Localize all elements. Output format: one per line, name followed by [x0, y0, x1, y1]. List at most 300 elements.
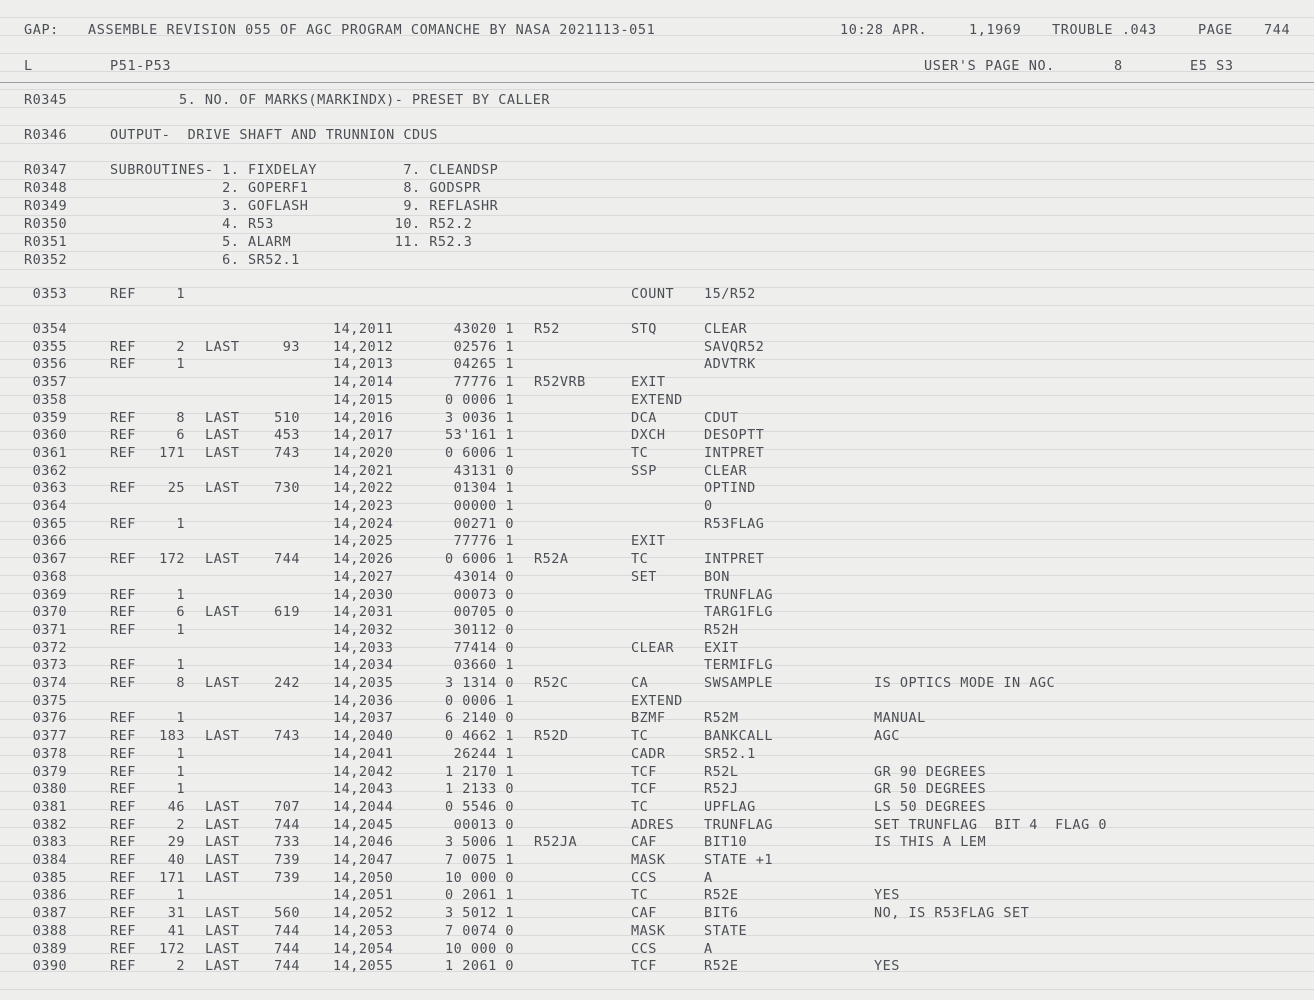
code-line: [0, 480, 1314, 498]
code-line: [0, 445, 1314, 463]
operand: TARG1FLG: [704, 604, 774, 621]
code-line: [0, 870, 1314, 888]
line-seq: 0386: [24, 887, 68, 904]
line-seq: 0363: [24, 480, 68, 497]
line-text: SUBROUTINES- 1. FIXDELAY 7. CLEANDSP: [110, 162, 499, 178]
ref-count: 2: [176, 338, 185, 355]
octal-word: 77414 0: [453, 639, 514, 656]
text-line: [0, 252, 1314, 270]
address: 14,2027: [333, 568, 394, 585]
address: 14,2033: [333, 639, 394, 656]
line-seq: 0388: [24, 922, 68, 939]
ref-keyword: REF: [110, 657, 136, 674]
ref-keyword: REF: [110, 515, 136, 532]
text-line: [0, 92, 1314, 110]
last-keyword: LAST: [205, 480, 240, 497]
ref-count: 6: [176, 427, 185, 444]
code-line: [0, 710, 1314, 728]
code-line: [0, 887, 1314, 905]
code-line: [0, 923, 1314, 941]
code-line: [0, 392, 1314, 410]
octal-word: 53'161 1: [444, 427, 514, 444]
last-page: 619: [274, 604, 300, 621]
ref-count: 46: [167, 798, 185, 815]
address: 14,2026: [333, 551, 394, 568]
opcode: TCF: [631, 763, 657, 780]
ref-count: 171: [159, 444, 185, 461]
opcode: CCS: [631, 940, 657, 957]
operand: R52J: [704, 781, 739, 798]
opcode: EXIT: [631, 374, 666, 391]
ref-keyword: REF: [110, 834, 136, 851]
code-line: [0, 321, 1314, 339]
text-line: [0, 180, 1314, 198]
last-keyword: LAST: [205, 905, 240, 922]
octal-word: 3 0036 1: [444, 409, 514, 426]
last-page: 739: [274, 852, 300, 868]
octal-word: 1 2170 1: [444, 763, 514, 780]
operand: CDUT: [704, 409, 739, 426]
last-keyword: LAST: [205, 444, 240, 461]
line-seq: 0368: [24, 568, 68, 585]
octal-word: 77776 1: [453, 533, 514, 550]
last-keyword: LAST: [205, 409, 240, 426]
operand: R52H: [704, 621, 739, 638]
line-seq: 0371: [24, 621, 68, 638]
line-seq: R0345: [24, 92, 68, 108]
address: 14,2051: [333, 887, 394, 904]
text-line: [0, 198, 1314, 216]
opcode: TC: [631, 444, 649, 461]
operand: R52E: [704, 887, 739, 904]
code-line: [0, 746, 1314, 764]
address: 14,2043: [333, 781, 394, 798]
ref-count: 41: [167, 922, 185, 939]
code-comment: NO, IS R53FLAG SET: [874, 905, 1030, 922]
address: 14,2032: [333, 621, 394, 638]
operand: INTPRET: [704, 444, 765, 461]
ref-count: 1: [176, 356, 185, 373]
code-label: R52D: [534, 728, 569, 745]
page-subheader: [0, 56, 1314, 80]
octal-word: 0 6006 1: [444, 444, 514, 461]
line-seq: 0375: [24, 692, 68, 709]
octal-word: 00271 0: [453, 515, 514, 532]
opcode: EXTEND: [631, 692, 683, 709]
code-line: [0, 817, 1314, 835]
code-comment: IS THIS A LEM: [874, 834, 987, 851]
user-page-label: USER'S PAGE NO.: [924, 58, 1055, 74]
line-seq: 0383: [24, 834, 68, 851]
opcode: CADR: [631, 745, 666, 762]
last-page: 739: [274, 869, 300, 886]
line-seq: R0348: [24, 180, 68, 196]
octal-word: 00073 0: [453, 586, 514, 603]
program-range: P51-P53: [110, 58, 172, 74]
operand: 0: [704, 498, 713, 514]
address: 14,2040: [333, 728, 394, 745]
opcode: ADRES: [631, 816, 675, 833]
opcode: TCF: [631, 781, 657, 798]
operand: SR52.1: [704, 745, 756, 762]
octal-word: 3 5006 1: [444, 834, 514, 851]
line-seq: 0367: [24, 551, 68, 568]
ref-keyword: REF: [110, 869, 136, 886]
operand: R52M: [704, 710, 739, 727]
code-comment: GR 50 DEGREES: [874, 781, 987, 798]
line-seq: 0380: [24, 781, 68, 798]
operand: SWSAMPLE: [704, 675, 774, 691]
ref-keyword: REF: [110, 427, 136, 444]
code-line: [0, 604, 1314, 622]
address: 14,2041: [333, 745, 394, 762]
line-seq: R0349: [24, 198, 68, 214]
code-line: [0, 569, 1314, 587]
assembly-title: ASSEMBLE REVISION 055 OF AGC PROGRAM COMANCHE BY NASA 2021113-051: [88, 22, 656, 38]
line-seq: 0362: [24, 462, 68, 479]
last-page: 730: [274, 480, 300, 497]
code-comment: AGC: [874, 728, 900, 745]
code-comment: GR 90 DEGREES: [874, 763, 987, 780]
last-keyword: LAST: [205, 922, 240, 939]
operand: BIT6: [704, 905, 739, 922]
last-page: 707: [274, 798, 300, 815]
operand: TRUNFLAG: [704, 816, 774, 833]
code-comment: IS OPTICS MODE IN AGC: [874, 675, 1056, 691]
octal-word: 0 0006 1: [444, 692, 514, 709]
operand: TRUNFLAG: [704, 586, 774, 603]
last-page: 93: [282, 338, 300, 355]
address: 14,2022: [333, 480, 394, 497]
code-comment: LS 50 DEGREES: [874, 798, 987, 815]
code-line: [0, 498, 1314, 516]
ref-count: 1: [176, 621, 185, 638]
octal-word: 43014 0: [453, 568, 514, 585]
octal-word: 03660 1: [453, 657, 514, 674]
code-line: [0, 834, 1314, 852]
ref-count: 2: [176, 958, 185, 975]
code-line: [0, 622, 1314, 640]
operand: STATE: [704, 922, 748, 939]
line-seq: 0370: [24, 604, 68, 621]
octal-word: 3 5012 1: [444, 905, 514, 922]
ref-count: 1: [176, 745, 185, 762]
last-keyword: LAST: [205, 338, 240, 355]
ref-keyword: REF: [110, 852, 136, 868]
address: 14,2037: [333, 710, 394, 727]
ref-keyword: REF: [110, 604, 136, 621]
page-number: 744: [1264, 22, 1291, 38]
address: 14,2055: [333, 958, 394, 975]
operand: SAVQR52: [704, 338, 765, 355]
line-seq: 0373: [24, 657, 68, 674]
last-keyword: LAST: [205, 675, 240, 691]
gap-label: GAP:: [24, 22, 59, 38]
code-line: [0, 657, 1314, 675]
opcode: CA: [631, 675, 649, 691]
text-line: [0, 162, 1314, 180]
operand: BIT10: [704, 834, 748, 851]
opcode: COUNT: [631, 286, 675, 302]
ref-count: 1: [176, 657, 185, 674]
line-seq: 0355: [24, 338, 68, 355]
code-line: [0, 852, 1314, 870]
address: 14,2052: [333, 905, 394, 922]
ref-keyword: REF: [110, 745, 136, 762]
opcode: TC: [631, 551, 649, 568]
operand: BON: [704, 568, 730, 585]
opcode: MASK: [631, 852, 666, 868]
opcode: EXIT: [631, 533, 666, 550]
line-seq: 0381: [24, 798, 68, 815]
opcode: CLEAR: [631, 639, 675, 656]
last-keyword: LAST: [205, 958, 240, 975]
line-seq: R0347: [24, 162, 68, 178]
operand: R52E: [704, 958, 739, 975]
print-date: 1,1969: [969, 22, 1022, 38]
address: 14,2044: [333, 798, 394, 815]
address: 14,2012: [333, 338, 394, 355]
address: 14,2020: [333, 444, 394, 461]
octal-word: 0 0006 1: [444, 391, 514, 408]
last-page: 733: [274, 834, 300, 851]
ref-keyword: REF: [110, 922, 136, 939]
operand: STATE +1: [704, 852, 774, 868]
opcode: DCA: [631, 409, 657, 426]
line-seq: R0346: [24, 127, 68, 143]
address: 14,2035: [333, 675, 394, 691]
line-seq: 0365: [24, 515, 68, 532]
octal-word: 1 2061 0: [444, 958, 514, 975]
ref-count: 183: [159, 728, 185, 745]
ref-keyword: REF: [110, 586, 136, 603]
code-label: R52A: [534, 551, 569, 568]
ref-keyword: REF: [110, 286, 136, 302]
ref-count: 25: [167, 480, 185, 497]
line-text: 4. R53 10. R52.2: [110, 216, 473, 232]
code-line: [0, 640, 1314, 658]
text-line: [0, 127, 1314, 145]
ref-keyword: REF: [110, 798, 136, 815]
opcode: STQ: [631, 321, 657, 337]
address: 14,2036: [333, 692, 394, 709]
octal-word: 3 1314 0: [444, 675, 514, 691]
ref-keyword: REF: [110, 338, 136, 355]
ref-count: 8: [176, 409, 185, 426]
code-line: [0, 764, 1314, 782]
operand: 15/R52: [704, 286, 756, 302]
line-seq: R0352: [24, 252, 68, 268]
code-label: R52VRB: [534, 374, 586, 391]
operand: TERMIFLG: [704, 657, 774, 674]
line-seq: 0354: [24, 321, 68, 337]
address: 14,2023: [333, 498, 394, 514]
address: 14,2030: [333, 586, 394, 603]
line-text: OUTPUT- DRIVE SHAFT AND TRUNNION CDUS: [110, 127, 438, 143]
ref-count: 8: [176, 675, 185, 691]
octal-word: 10 000 0: [444, 869, 514, 886]
operand: UPFLAG: [704, 798, 756, 815]
ref-keyword: REF: [110, 675, 136, 691]
page-code: E5 S3: [1190, 58, 1234, 74]
line-seq: 0382: [24, 816, 68, 833]
code-line: [0, 374, 1314, 392]
address: 14,2045: [333, 816, 394, 833]
address: 14,2050: [333, 869, 394, 886]
octal-word: 02576 1: [453, 338, 514, 355]
line-text: 2. GOPERF1 8. GODSPR: [110, 180, 481, 196]
last-page: 242: [274, 675, 300, 691]
line-seq: 0366: [24, 533, 68, 550]
address: 14,2017: [333, 427, 394, 444]
last-keyword: LAST: [205, 940, 240, 957]
code-comment: YES: [874, 887, 900, 904]
code-comment: SET TRUNFLAG BIT 4 FLAG 0: [874, 816, 1107, 833]
opcode: TC: [631, 798, 649, 815]
ref-keyword: REF: [110, 940, 136, 957]
print-time: 10:28 APR.: [840, 22, 928, 38]
line-seq: R0351: [24, 234, 68, 250]
code-label: R52JA: [534, 834, 578, 851]
address: 14,2014: [333, 374, 394, 391]
last-keyword: LAST: [205, 816, 240, 833]
address: 14,2015: [333, 391, 394, 408]
line-seq: 0353: [24, 286, 68, 302]
last-keyword: LAST: [205, 427, 240, 444]
ref-keyword: REF: [110, 409, 136, 426]
line-seq: 0374: [24, 675, 68, 691]
code-line: [0, 587, 1314, 605]
code-line: [0, 410, 1314, 428]
line-seq: 0372: [24, 639, 68, 656]
code-comment: MANUAL: [874, 710, 926, 727]
last-page: 510: [274, 409, 300, 426]
ref-count: 1: [176, 887, 185, 904]
code-line: [0, 675, 1314, 693]
line-seq: R0350: [24, 216, 68, 232]
opcode: BZMF: [631, 710, 666, 727]
address: 14,2021: [333, 462, 394, 479]
octal-word: 43131 0: [453, 462, 514, 479]
address: 14,2054: [333, 940, 394, 957]
opcode: TC: [631, 728, 649, 745]
octal-word: 6 2140 0: [444, 710, 514, 727]
address: 14,2053: [333, 922, 394, 939]
line-seq: 0385: [24, 869, 68, 886]
section-letter: L: [24, 58, 33, 74]
last-page: 453: [274, 427, 300, 444]
octal-word: 00013 0: [453, 816, 514, 833]
ref-count: 2: [176, 816, 185, 833]
code-line: [0, 516, 1314, 534]
operand: DESOPTT: [704, 427, 765, 444]
text-line: [0, 234, 1314, 252]
octal-word: 0 4662 1: [444, 728, 514, 745]
line-seq: 0379: [24, 763, 68, 780]
line-seq: 0376: [24, 710, 68, 727]
address: 14,2013: [333, 356, 394, 373]
line-seq: 0377: [24, 728, 68, 745]
octal-word: 77776 1: [453, 374, 514, 391]
last-keyword: LAST: [205, 551, 240, 568]
ref-count: 29: [167, 834, 185, 851]
code-line: [0, 463, 1314, 481]
line-seq: 0361: [24, 444, 68, 461]
octal-word: 7 0075 1: [444, 852, 514, 868]
opcode: MASK: [631, 922, 666, 939]
ref-keyword: REF: [110, 763, 136, 780]
line-seq: 0356: [24, 356, 68, 373]
page-header: [0, 20, 1314, 44]
opcode: CCS: [631, 869, 657, 886]
octal-word: 30112 0: [453, 621, 514, 638]
operand: ADVTRK: [704, 356, 756, 373]
line-seq: 0357: [24, 374, 68, 391]
ref-count: 6: [176, 604, 185, 621]
line-seq: 0389: [24, 940, 68, 957]
operand: BANKCALL: [704, 728, 774, 745]
line-seq: 0390: [24, 958, 68, 975]
operand: R52L: [704, 763, 739, 780]
address: 14,2024: [333, 515, 394, 532]
operand: EXIT: [704, 639, 739, 656]
ref-count: 171: [159, 869, 185, 886]
opcode: CAF: [631, 834, 657, 851]
last-page: 744: [274, 922, 300, 939]
ref-count: 1: [176, 286, 185, 302]
line-text: 3. GOFLASH 9. REFLASHR: [110, 198, 499, 214]
address: 14,2011: [333, 321, 394, 337]
octal-word: 0 5546 0: [444, 798, 514, 815]
ref-count: 31: [167, 905, 185, 922]
code-comment: YES: [874, 958, 900, 975]
line-seq: 0364: [24, 498, 68, 514]
code-line: [0, 728, 1314, 746]
text-line: [0, 216, 1314, 234]
code-line: [0, 286, 1314, 304]
ref-count: 1: [176, 781, 185, 798]
octal-word: 26244 1: [453, 745, 514, 762]
address: 14,2031: [333, 604, 394, 621]
octal-word: 00705 0: [453, 604, 514, 621]
ref-count: 1: [176, 710, 185, 727]
line-seq: 0384: [24, 852, 68, 868]
octal-word: 04265 1: [453, 356, 514, 373]
address: 14,2046: [333, 834, 394, 851]
last-page: 743: [274, 444, 300, 461]
code-line: [0, 339, 1314, 357]
code-line: [0, 941, 1314, 959]
user-page-number: 8: [1114, 58, 1123, 74]
last-page: 744: [274, 816, 300, 833]
last-keyword: LAST: [205, 834, 240, 851]
operand: INTPRET: [704, 551, 765, 568]
last-keyword: LAST: [205, 869, 240, 886]
line-text: 5. NO. OF MARKS(MARKINDX)- PRESET BY CALLER: [110, 92, 551, 108]
last-keyword: LAST: [205, 852, 240, 868]
ref-count: 1: [176, 586, 185, 603]
trouble-code: TROUBLE .043: [1052, 22, 1157, 38]
opcode: TCF: [631, 958, 657, 975]
ref-keyword: REF: [110, 728, 136, 745]
operand: CLEAR: [704, 321, 748, 337]
ref-keyword: REF: [110, 551, 136, 568]
line-text: 5. ALARM 11. R52.3: [110, 234, 473, 250]
code-line: [0, 356, 1314, 374]
line-seq: 0378: [24, 745, 68, 762]
ref-keyword: REF: [110, 480, 136, 497]
code-line: [0, 427, 1314, 445]
